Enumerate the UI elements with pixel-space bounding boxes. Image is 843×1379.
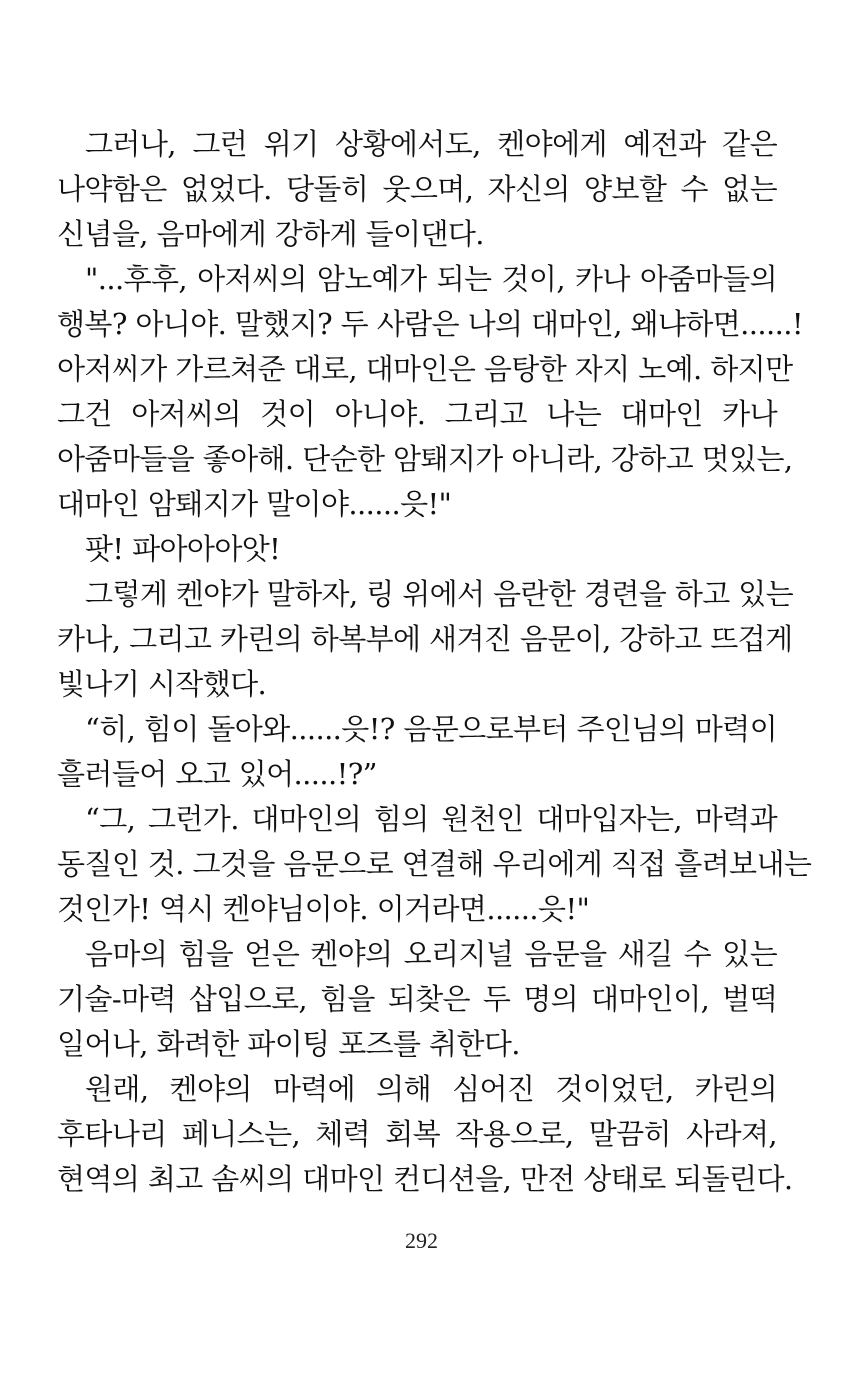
- text-line: 나약함은 없었다. 당돌히 웃으며, 자신의 양보할 수 없는: [57, 172, 777, 206]
- text-line: 그러나, 그런 위기 상황에서도, 켄야에게 예전과 같은: [85, 127, 777, 161]
- text-line: 아저씨가 가르쳐준 대로, 대마인은 음탕한 자지 노예. 하지만: [57, 352, 793, 386]
- text-line: “히, 힘이 돌아와......읏!? 음문으로부터 주인님의 마력이: [85, 712, 777, 746]
- text-line: 빛나기 시작했다.: [57, 667, 267, 701]
- text-line: 아줌마들을 좋아해. 단순한 암퇘지가 아니라, 강하고 멋있는,: [57, 442, 793, 476]
- text-line: 음마의 힘을 얻은 켄야의 오리지널 음문을 새길 수 있는: [85, 937, 777, 971]
- text-line: 행복? 아니야. 말했지? 두 사람은 나의 대마인, 왜냐하면......!: [57, 307, 803, 341]
- text-line: 현역의 최고 솜씨의 대마인 컨디션을, 만전 상태로 되돌린다.: [57, 1162, 793, 1196]
- text-line: "...후후, 아저씨의 암노예가 되는 것이, 카나 아줌마들의: [85, 262, 777, 296]
- text-line: 대마인 암퇘지가 말이야......읏!": [57, 487, 452, 521]
- page-body: [57, 122, 812, 1202]
- text-line: 그건 아저씨의 것이 아니야. 그리고 나는 대마인 카나: [57, 397, 777, 431]
- text-line: 원래, 켄야의 마력에 의해 심어진 것이었던, 카린의: [85, 1072, 777, 1106]
- page-number: 292: [405, 1228, 438, 1253]
- text-line: 것인가! 역시 켄야님이야. 이거라면......읏!": [57, 892, 590, 926]
- text-line: 그렇게 켄야가 말하자, 링 위에서 음란한 경련을 하고 있는: [85, 577, 794, 611]
- text-line: 동질인 것. 그것을 음문으로 연결해 우리에게 직접 흘려보내는: [57, 847, 812, 881]
- text-line: “그, 그런가. 대마인의 힘의 원천인 대마입자는, 마력과: [85, 802, 777, 836]
- text-line: 카나, 그리고 카린의 하복부에 새겨진 음문이, 강하고 뜨겁게: [57, 622, 793, 656]
- text-line: 팟! 파아아아앗!: [85, 532, 281, 566]
- text-line: 후타나리 페니스는, 체력 회복 작용으로, 말끔히 사라져,: [57, 1117, 777, 1151]
- text-line: 기술-마력 삽입으로, 힘을 되찾은 두 명의 대마인이, 벌떡: [57, 982, 777, 1016]
- text-line: 흘러들어 오고 있어.....!?”: [57, 757, 377, 791]
- text-line: 일어나, 화려한 파이팅 포즈를 취한다.: [57, 1027, 520, 1061]
- text-line: 신념을, 음마에게 강하게 들이댄다.: [57, 217, 484, 251]
